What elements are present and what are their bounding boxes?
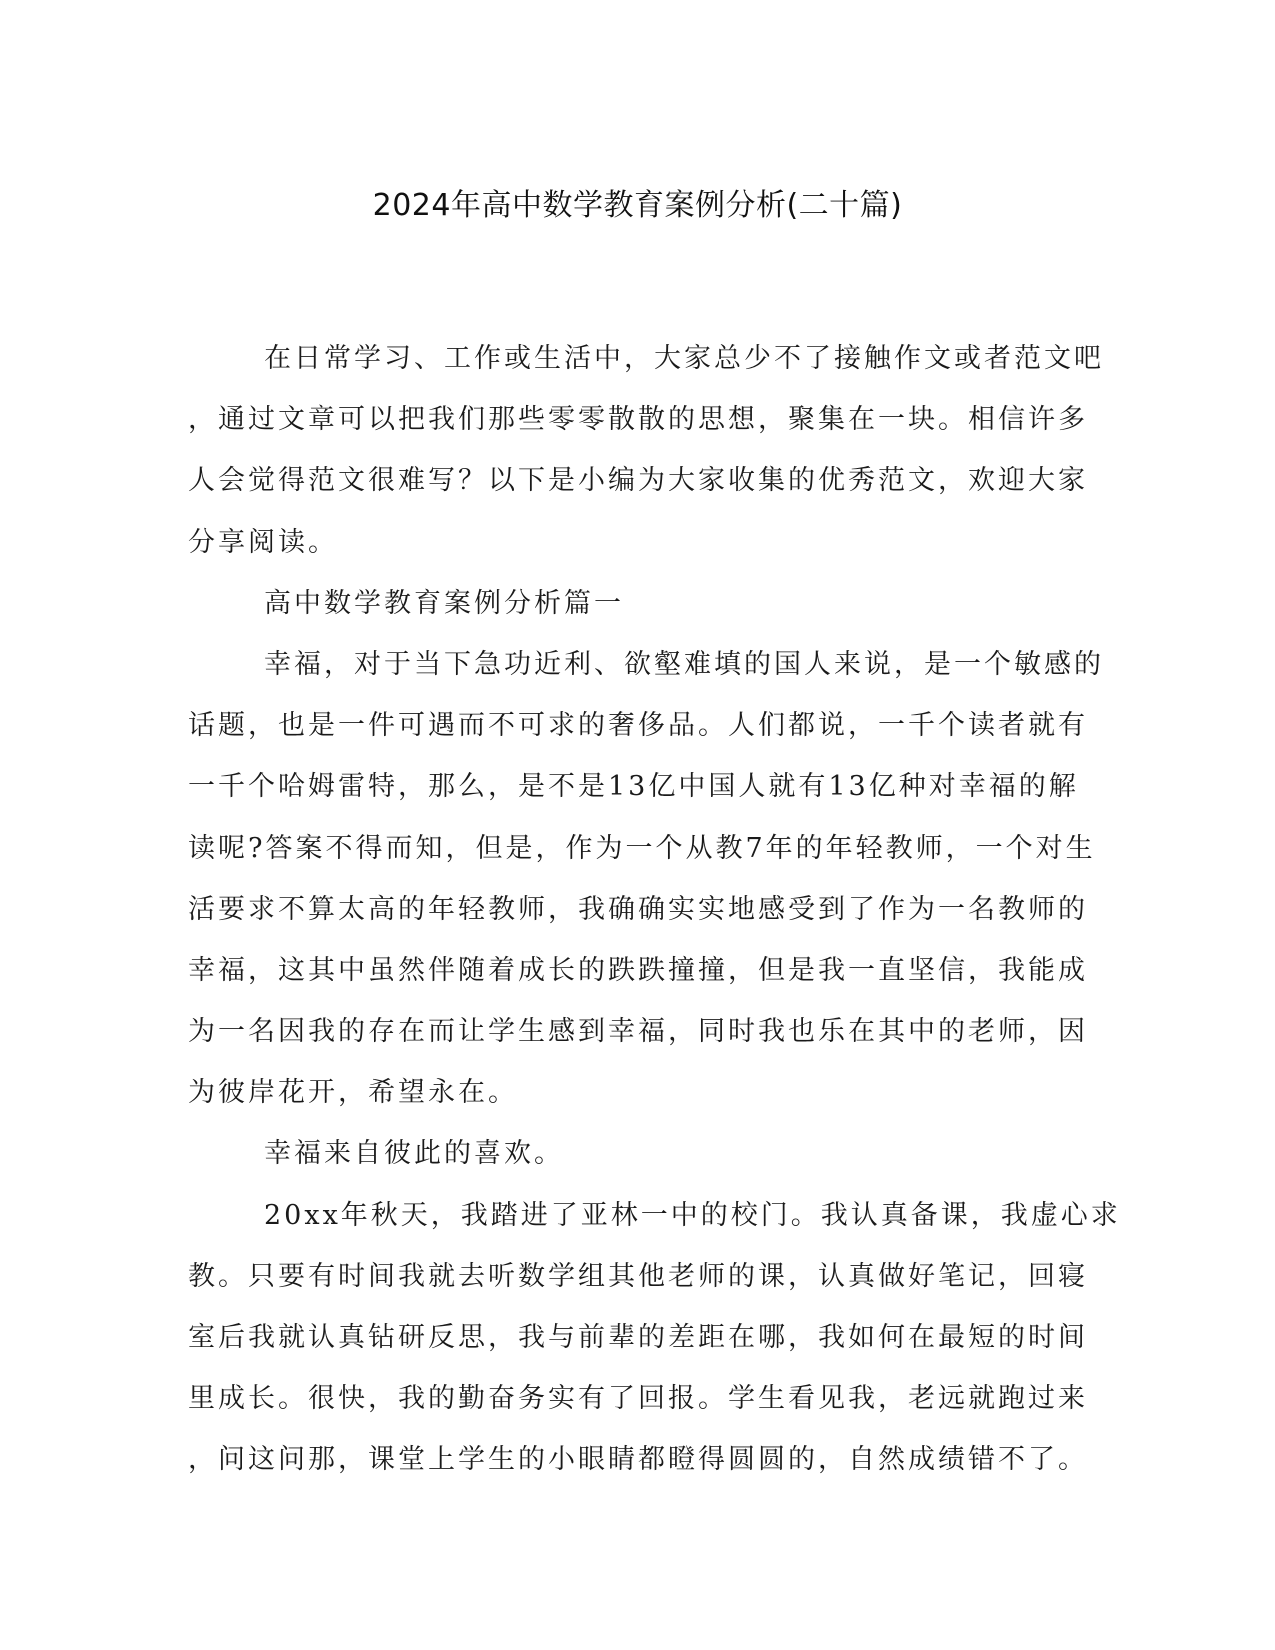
paragraph-line: 读呢?答案不得而知，但是，作为一个从教7年的年轻教师，一个对生 [188, 832, 1096, 864]
paragraph-line: 20xx年秋天，我踏进了亚林一中的校门。我认真备课，我虚心求 [264, 1199, 1121, 1231]
paragraph-line: 为彼岸花开，希望永在。 [188, 1077, 518, 1109]
paragraph-line: 里成长。很快，我的勤奋务实有了回报。学生看见我，老远就跑过来 [188, 1383, 1088, 1415]
paragraph-line: ，问这问那，课堂上学生的小眼睛都瞪得圆圆的，自然成绩错不了。 [188, 1444, 1088, 1476]
paragraph-line: 幸福，对于当下急功近利、欲壑难填的国人来说，是一个敏感的 [264, 648, 1104, 680]
paragraph-line: 话题，也是一件可遇而不可求的奢侈品。人们都说，一千个读者就有 [188, 710, 1088, 742]
document-title: 2024年高中数学教育案例分析(二十篇) [372, 188, 903, 223]
paragraph-line: ，通过文章可以把我们那些零零散散的思想，聚集在一块。相信许多 [188, 404, 1088, 436]
paragraph-line: 幸福来自彼此的喜欢。 [264, 1138, 564, 1170]
document-body [188, 328, 1121, 1491]
paragraph-line: 人会觉得范文很难写？以下是小编为大家收集的优秀范文，欢迎大家 [188, 465, 1088, 497]
paragraph-line: 活要求不算太高的年轻教师，我确确实实地感受到了作为一名教师的 [188, 893, 1088, 925]
paragraph-line: 幸福，这其中虽然伴随着成长的跌跌撞撞，但是我一直坚信，我能成 [188, 954, 1088, 986]
section-heading: 高中数学教育案例分析篇一 [264, 587, 624, 619]
paragraph-line: 在日常学习、工作或生活中，大家总少不了接触作文或者范文吧 [264, 343, 1104, 374]
paragraph-line: 教。只要有时间我就去听数学组其他老师的课，认真做好笔记，回寝 [188, 1260, 1088, 1292]
paragraph-line: 一千个哈姆雷特，那么，是不是13亿中国人就有13亿种对幸福的解 [188, 771, 1079, 803]
paragraph-line: 分享阅读。 [188, 526, 338, 558]
paragraph-line: 室后我就认真钻研反思，我与前辈的差距在哪，我如何在最短的时间 [188, 1322, 1088, 1353]
paragraph-line: 为一名因我的存在而让学生感到幸福，同时我也乐在其中的老师，因 [188, 1016, 1088, 1048]
